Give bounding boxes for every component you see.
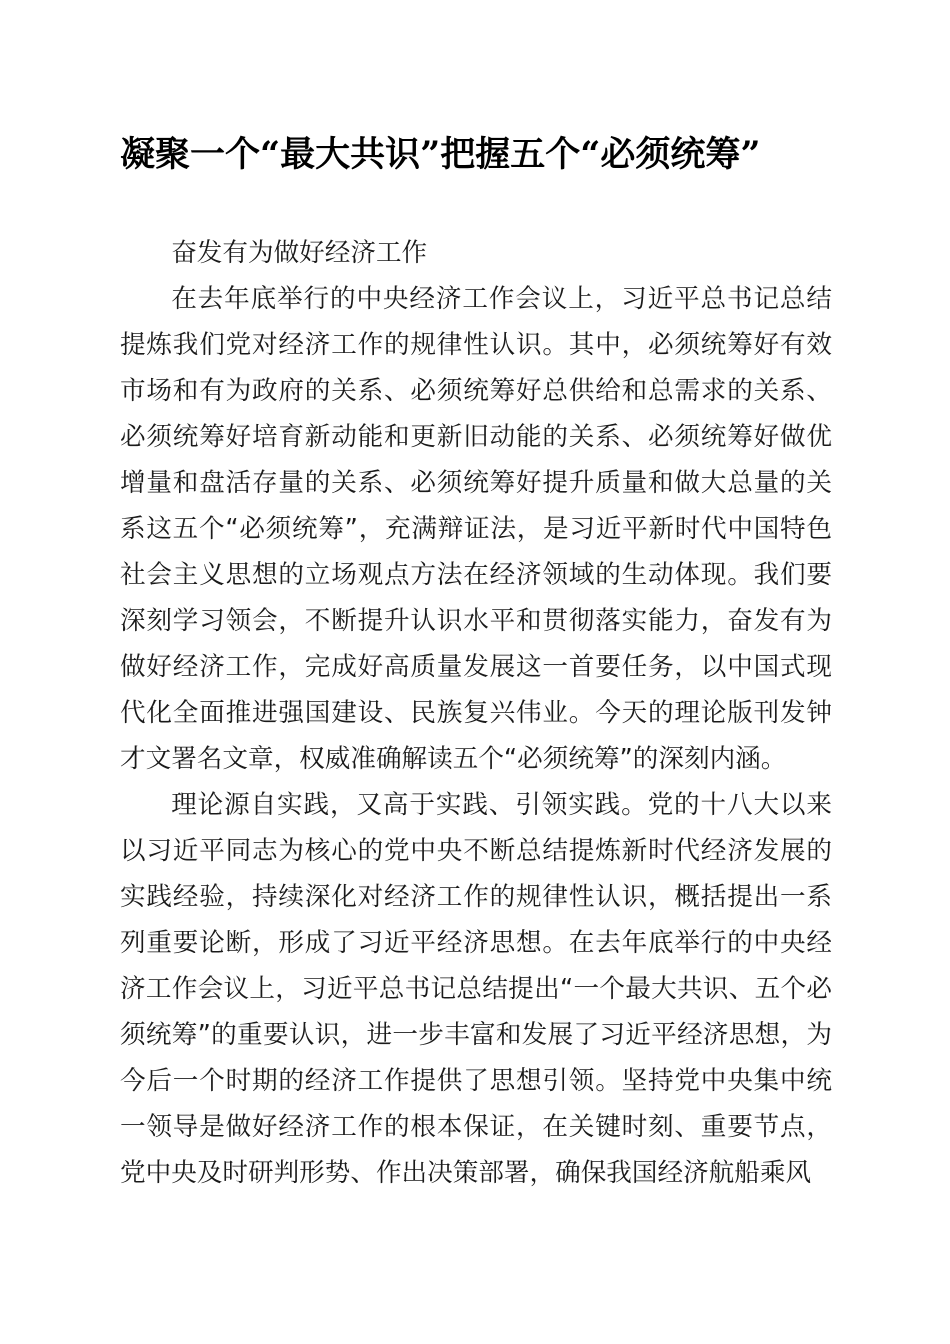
article-subtitle: 奋发有为做好经济工作 — [171, 238, 428, 268]
paragraph-2: 理论源自实践，又高于实践、引领实践。党的十八大以来以习近平同志为核心的党中央不断总结提炼新时代经济发展的实践经验，持续深化对经济工作的规律性认识，概括提出一系列重要论断，形成了习近平经济思想。在去年底举行的中央经济工作会议上，习近平总书记总结提出“一个最大共识、五个必须统筹”的重要认识，进一步丰富和发展了习近平经济思想，为今后一个时期的经济工作提供了思想引领。坚持党中央集中统一领导是做好经济工作的根本保证，在关键时刻、重要节点，党中央及时研判形势、作出决策部署，确保我国经济航船乘风 — [120, 790, 832, 1188]
page-title: 凝聚一个“最大共识”把握五个“必须统筹” — [120, 134, 761, 175]
article-body — [120, 230, 832, 1196]
paragraph-1: 在去年底举行的中央经济工作会议上，习近平总书记总结提炼我们党对经济工作的规律性认识。其中，必须统筹好有效市场和有为政府的关系、必须统筹好总供给和总需求的关系、必须统筹好培育新动能和更新旧动能的关系、必须统筹好做优增量和盘活存量的关系、必须统筹好提升质量和做大总量的关系这五个“必须统筹”，充满辩证法，是习近平新时代中国特色社会主义思想的立场观点方法在经济领域的生动体现。我们要深刻学习领会，不断提升认识水平和贯彻落实能力，奋发有为做好经济工作，完成好高质量发展这一首要任务，以中国式现代化全面推进强国建设、民族复兴伟业。今天的理论版刊发钟才文署名文章，权威准确解读五个“必须统筹”的深刻内涵。 — [120, 284, 832, 774]
